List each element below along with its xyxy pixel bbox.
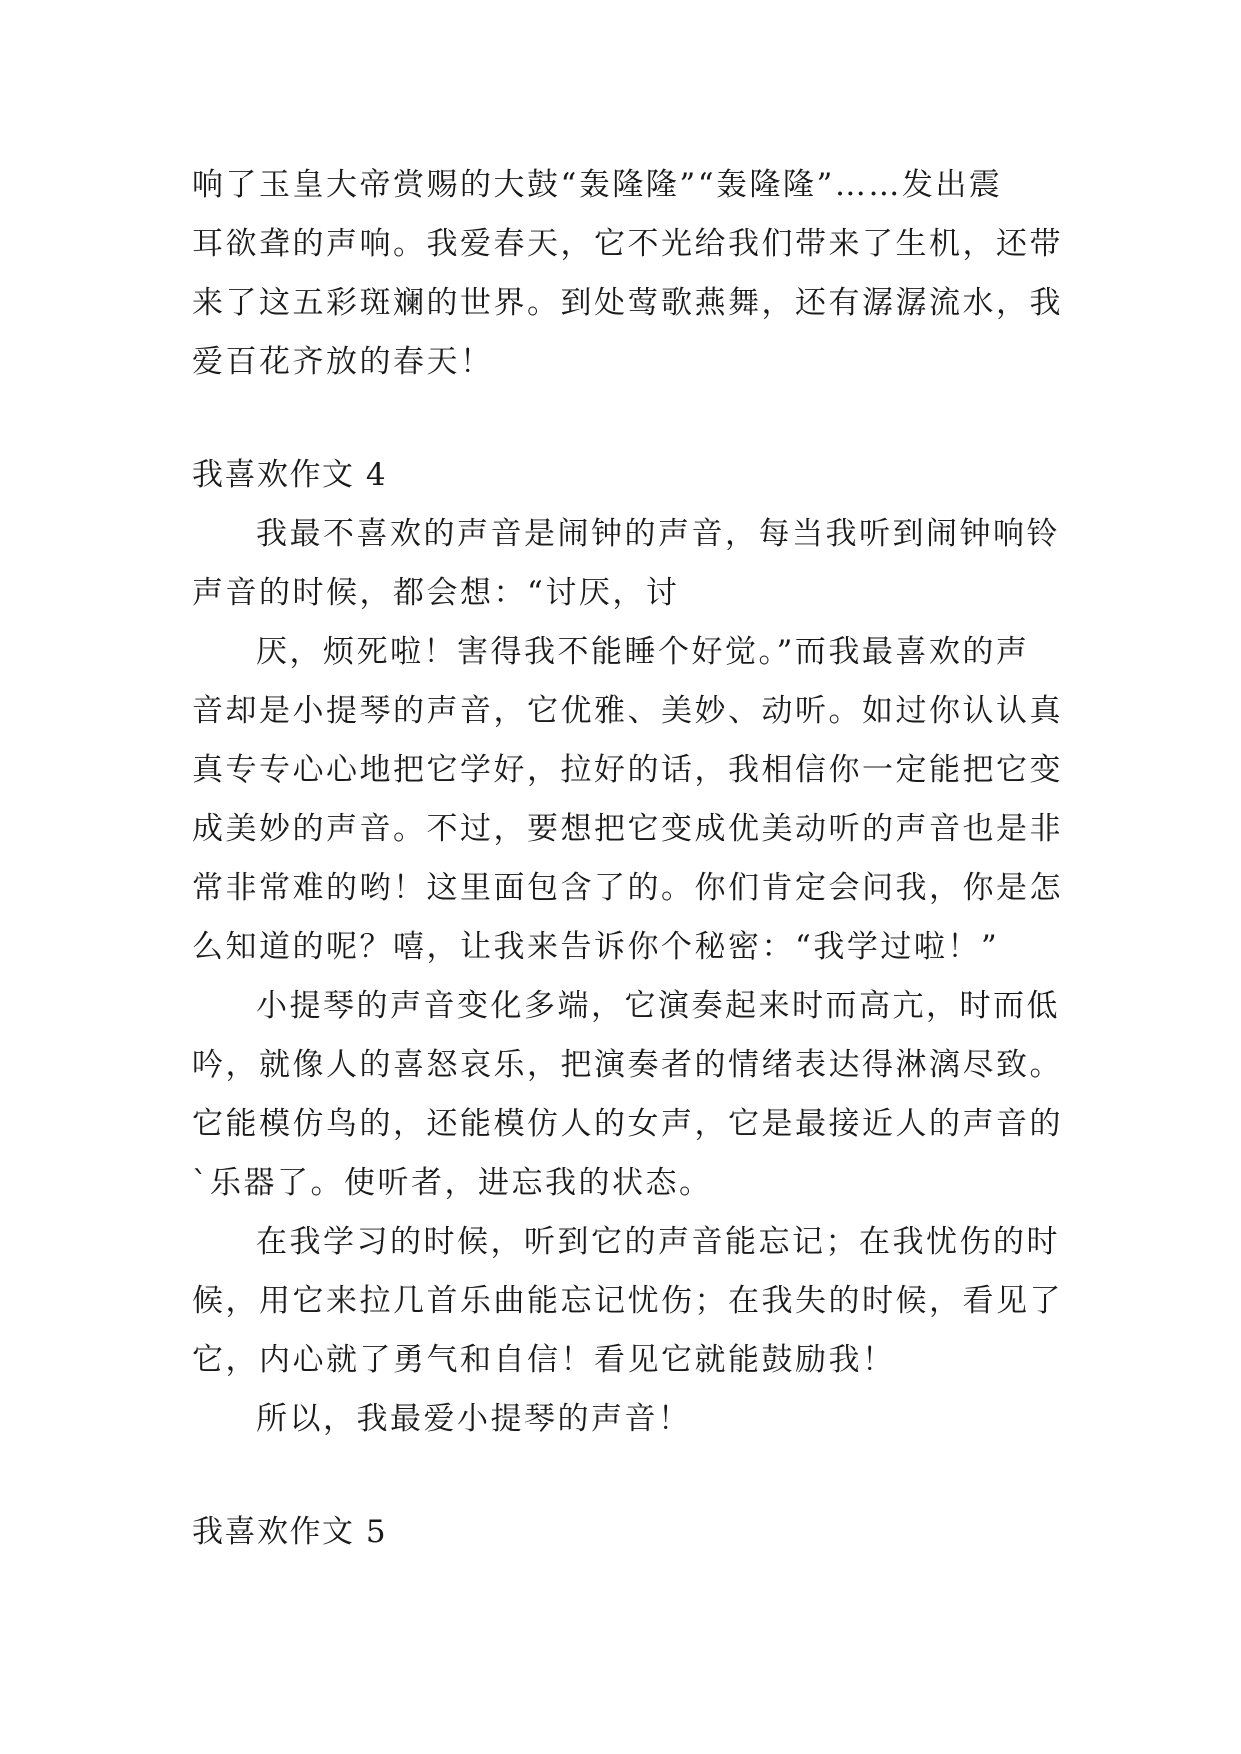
text-line: 真专专心心地把它学好，拉好的话，我相信你一定能把它变 bbox=[192, 752, 1063, 788]
text-line: 它，内心就了勇气和自信！看见它就能鼓励我！ bbox=[192, 1342, 896, 1378]
text-line: 声音的时候，都会想：“讨厌，讨 bbox=[192, 575, 680, 611]
text-line: 么知道的呢？嘻，让我来告诉你个秘密：“我学过啦！” bbox=[192, 929, 1000, 965]
text-line: 小提琴的声音变化多端，它演奏起来时而高亢，时而低 bbox=[256, 988, 1060, 1024]
text-line: 常非常难的哟！这里面包含了的。你们肯定会问我，你是怎 bbox=[192, 870, 1063, 906]
text-line: 所以，我最爱小提琴的声音！ bbox=[256, 1401, 692, 1437]
text-line: 耳欲聋的声响。我爱春天，它不光给我们带来了生机，还带 bbox=[192, 226, 1063, 262]
text-line: 吟，就像人的喜怒哀乐，把演奏者的情绪表达得淋漓尽致。 bbox=[192, 1047, 1063, 1083]
text-line: 在我学习的时候，听到它的声音能忘记；在我忧伤的时 bbox=[256, 1224, 1060, 1260]
section-heading: 我喜欢作文 5 bbox=[192, 1514, 388, 1550]
text-line: 成美妙的声音。不过，要想把它变成优美动听的声音也是非 bbox=[192, 811, 1063, 847]
text-line: 响了玉皇大帝赏赐的大鼓“轰隆隆”“轰隆隆”……发出震 bbox=[192, 167, 1003, 203]
text-line: 来了这五彩斑斓的世界。到处莺歌燕舞，还有潺潺流水，我 bbox=[192, 285, 1063, 321]
text-line: 音却是小提琴的声音，它优雅、美妙、动听。如过你认认真 bbox=[192, 693, 1063, 729]
text-line: 爱百花齐放的春天！ bbox=[192, 344, 494, 380]
text-line: 我最不喜欢的声音是闹钟的声音，每当我听到闹钟响铃 bbox=[256, 516, 1060, 552]
section-heading: 我喜欢作文 4 bbox=[192, 457, 388, 493]
text-line: 厌，烦死啦！害得我不能睡个好觉。”而我最喜欢的声 bbox=[256, 634, 1030, 670]
text-line: `乐器了。使听者，进忘我的状态。 bbox=[192, 1165, 713, 1201]
text-line: 它能模仿鸟的，还能模仿人的女声，它是最接近人的声音的 bbox=[192, 1106, 1063, 1142]
text-line: 候，用它来拉几首乐曲能忘记忧伤；在我失的时候，看见了 bbox=[192, 1283, 1063, 1319]
